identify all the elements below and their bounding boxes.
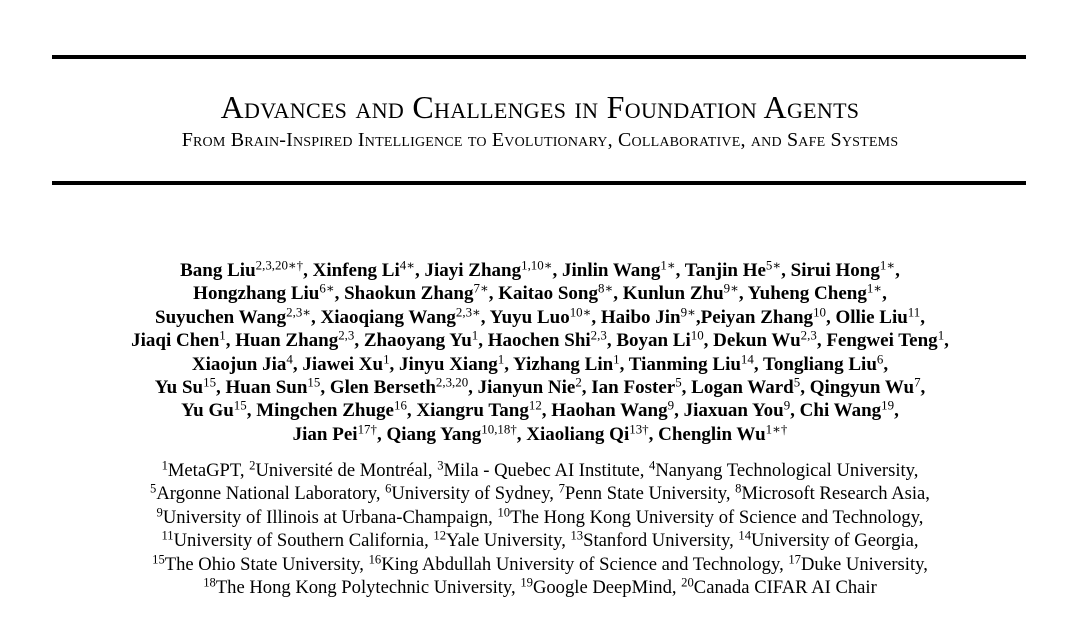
author-separator: , [816,330,827,352]
affiliation-separator: , [359,553,369,575]
author-name: Qiang Yang [386,423,482,445]
author-affil-marker: 1∗ [866,280,883,296]
affiliation-separator: , [639,460,650,481]
author-affil-marker: 6 [876,351,884,367]
author-name: Kunlun Zhu [622,283,724,305]
affiliation-separator: , [488,506,498,528]
author-affil-marker: 5 [675,374,682,390]
affiliation-name: Duke University [800,553,924,575]
author-separator: , [675,260,685,281]
author-affil-marker: 2,3 [338,327,355,343]
author-separator: , [480,306,490,328]
affiliation-separator: , [913,460,919,481]
author-separator: , [703,330,714,352]
author-name: Tanjin He [684,260,766,281]
author-affil-marker: 4∗ [399,257,415,273]
affiliation-separator: , [779,553,789,575]
author-separator: , [781,260,791,281]
author-name: Boyan Li [616,330,691,352]
affiliation-number: 20 [681,575,694,590]
author-separator: , [920,377,926,399]
author-affil-marker: 2,3 [590,327,607,343]
author-separator: , [311,306,321,328]
affiliation-number: 7 [558,482,565,497]
author-line [0,423,1080,446]
affiliation-number: 11 [161,528,174,543]
author-affil-marker: 14 [740,351,754,367]
author-affil-marker: 5 [793,374,801,390]
affiliation-line [0,482,1080,505]
affiliation-number: 19 [520,575,533,590]
author-name: Yuheng Cheng [747,283,867,305]
author-name: Peiyan Zhang [700,306,814,328]
author-name: Kaitao Song [498,283,599,305]
author-separator: , [334,283,345,305]
affiliation-separator: , [511,577,521,599]
affiliation-separator: , [918,506,924,528]
affiliation-separator: , [561,530,571,552]
author-line [0,259,1080,282]
affiliation-number: 16 [368,552,382,567]
affiliation-number: 1 [161,458,168,473]
affiliation-separator: , [671,577,682,599]
author-separator: , [320,377,330,399]
author-separator: , [292,353,303,375]
affiliation-name: Nanyang Technological University [655,460,914,481]
affiliation-number: 13 [570,528,584,543]
author-separator: , [354,330,364,352]
author-affil-marker: 2 [575,374,582,390]
top-rule [52,55,1026,59]
author-name: Qingyun Wu [809,377,915,399]
affiliation-separator: , [549,483,559,505]
author-separator: , [406,400,417,422]
author-affil-marker: 2,3,20 [435,374,469,390]
author-name: Logan Ward [691,377,794,399]
author-name: Sirui Hong [790,260,880,281]
author-separator: , [246,400,257,422]
author-separator: , [738,283,748,305]
author-name: Zhaoyang Yu [363,330,472,352]
author-separator: , [800,377,810,399]
author-name: Ollie Liu [835,306,908,328]
affiliation-name: Google DeepMind [532,577,672,599]
author-name: Haochen Shi [487,330,591,352]
author-separator: , [225,330,236,352]
author-affil-marker: 6∗ [319,280,335,296]
author-separator: , [695,306,701,328]
affiliation-name: Microsoft Research Asia [741,483,926,505]
author-name: Xiaojun Jia [191,353,287,375]
author-separator: , [613,283,623,305]
author-separator: , [753,353,763,375]
affiliation-separator: , [913,530,919,552]
author-name: Huan Sun [225,377,308,399]
author-separator: , [882,283,887,305]
affiliation-name: Canada CIFAR AI Chair [693,577,877,599]
affiliation-name: University of Sydney [391,483,550,505]
author-separator: , [790,400,800,422]
affiliation-name: The Ohio State University [164,553,360,575]
affiliation-number: 5 [150,482,157,497]
affiliation-separator: , [925,483,930,505]
affiliation-name: University of Georgia [751,530,914,552]
author-affil-marker: 1 [613,351,620,367]
affiliation-separator: , [729,530,739,552]
affiliation-name: Mila - Quebec AI Institute [443,460,640,481]
affiliation-name: University of Southern California [173,530,425,552]
author-name: Jiayi Zhang [424,260,522,281]
affiliation-line [0,529,1080,552]
author-affil-marker: 10,18† [481,421,517,437]
author-separator: , [674,400,684,422]
affiliation-number: 4 [649,458,656,473]
author-separator: , [606,330,617,352]
author-affil-marker: 1 [219,327,226,343]
author-name: Haohan Wang [551,400,668,422]
affiliation-name: University of Illinois at Urbana-Champaign [162,506,489,528]
affiliation-name: The Hong Kong University of Science and Technology [510,506,919,528]
author-affil-marker: 2,3∗ [455,304,481,320]
author-name: Tianming Liu [628,353,741,375]
author-affil-marker: 1 [937,327,945,343]
affiliation-separator: , [424,530,434,552]
affiliation-name: King Abdullah University of Science and Technology [381,553,780,575]
author-name: Bang Liu [180,260,256,281]
author-separator: , [591,306,601,328]
author-affil-marker: 16 [393,397,407,413]
author-line [0,306,1080,329]
author-name: Glen Berseth [329,377,436,399]
author-name: Dekun Wu [713,330,801,352]
author-name: Yuyu Luo [489,306,570,328]
author-name: Chenglin Wu [658,423,766,445]
affiliation-name: The Hong Kong Polytechnic University [215,577,512,599]
author-name: Jiawei Xu [302,353,384,375]
author-affil-marker: 9∗ [723,280,739,296]
author-name: Shaokun Zhang [344,283,474,305]
author-affil-marker: 4 [286,351,293,367]
author-name: Mingchen Zhuge [256,400,394,422]
author-name: Tongliang Liu [763,353,877,375]
author-affil-marker: 1∗† [765,421,788,437]
affiliation-number: 2 [249,458,256,473]
author-affil-marker: 1 [383,351,390,367]
affiliation-list [0,459,1080,599]
author-affil-marker: 13† [629,421,649,437]
author-affil-marker: 2,3∗ [286,304,312,320]
affiliation-name: MetaGPT [167,460,240,481]
author-name: Jiaxuan You [683,400,784,422]
author-name: Ian Foster [591,377,676,399]
author-name: Yizhang Lin [513,353,614,375]
author-affil-marker: 17† [357,421,377,437]
bottom-rule [52,181,1026,185]
affiliation-number: 10 [497,505,511,520]
author-separator: , [468,377,478,399]
affiliation-number: 12 [433,528,446,543]
author-separator: , [478,330,488,352]
author-affil-marker: 9 [783,397,791,413]
author-separator: , [303,260,313,281]
author-affil-marker: 10 [813,304,826,320]
author-separator: , [619,353,629,375]
affiliation-separator: , [239,460,250,481]
affiliation-number: 18 [203,575,216,590]
author-name: Suyuchen Wang [155,306,287,328]
author-affil-marker: 1,10∗ [521,257,553,273]
author-affil-marker: 9∗ [680,304,696,320]
affiliation-separator: , [725,483,736,505]
author-affil-marker: 1∗ [660,257,676,273]
author-separator: , [825,306,836,328]
author-line [0,329,1080,352]
author-separator: , [414,260,425,281]
author-line [0,399,1080,422]
author-affil-marker: 12 [528,397,542,413]
author-affil-marker: 11 [907,304,921,320]
author-separator: , [504,353,514,375]
author-separator: , [389,353,400,375]
author-affil-marker: 9 [667,397,675,413]
author-separator: , [648,423,659,445]
paper-subtitle: From Brain-Inspired Intelligence to Evolutionary, Collaborative, and Safe Systems [181,129,899,151]
author-separator: , [516,423,527,445]
author-separator: , [376,423,387,445]
author-name: Hongzhang Liu [193,283,320,305]
author-separator: , [216,377,226,399]
affiliation-number: 17 [788,552,801,567]
affiliation-number: 15 [152,552,165,567]
author-affil-marker: 19 [881,397,895,413]
author-affil-marker: 15 [307,374,321,390]
author-affil-marker: 1∗ [879,257,896,273]
affiliation-name: Penn State University [564,483,726,505]
affiliation-line [0,506,1080,529]
author-affil-marker: 2,3 [800,327,817,343]
author-separator: , [894,400,899,422]
author-affil-marker: 10 [690,327,704,343]
author-affil-marker: 10∗ [569,304,592,320]
author-affil-marker: 1 [497,351,505,367]
author-affil-marker: 15 [233,397,247,413]
author-name: Huan Zhang [235,330,339,352]
author-name: Jinlin Wang [561,260,661,281]
affiliation-number: 8 [735,482,742,497]
author-separator: , [488,283,499,305]
author-line [0,282,1080,305]
author-affil-marker: 7 [914,374,921,390]
author-name: Chi Wang [799,400,882,422]
author-name: Jianyun Nie [477,377,576,399]
affiliation-line [0,553,1080,576]
affiliation-number: 9 [156,505,163,520]
author-name: Fengwei Teng [826,330,938,352]
author-name: Xiangru Tang [416,400,529,422]
author-separator: , [681,377,692,399]
affiliation-number: 3 [437,458,444,473]
author-affil-marker: 8∗ [598,280,614,296]
author-separator: , [895,260,900,281]
author-separator: , [920,306,925,328]
author-affil-marker: 1 [471,327,479,343]
author-name: Xinfeng Li [312,260,400,281]
author-affil-marker: 2,3,20∗† [255,257,304,273]
author-affil-marker: 15 [203,374,217,390]
author-separator: , [541,400,552,422]
author-name: Xiaoliang Qi [526,423,630,445]
affiliation-line [0,459,1080,482]
affiliation-name: Stanford University [583,530,730,552]
affiliation-separator: , [427,460,438,481]
author-name: Jiaqi Chen [131,330,220,352]
author-name: Jian Pei [292,423,358,445]
author-name: Yu Su [154,377,204,399]
author-name: Xiaoqiang Wang [320,306,456,328]
affiliation-number: 6 [385,482,392,497]
author-separator: , [552,260,562,281]
author-affil-marker: 5∗ [765,257,782,273]
author-name: Haibo Jin [600,306,681,328]
affiliation-name: Université de Montréal [255,460,428,481]
affiliation-line [0,576,1080,599]
author-affil-marker: 7∗ [473,280,489,296]
paper-title: Advances and Challenges in Foundation Agents [220,89,860,125]
author-separator: , [883,353,889,375]
author-name: Yu Gu [181,400,234,422]
affiliation-separator: , [923,553,928,575]
author-list [0,259,1080,446]
author-line [0,376,1080,399]
affiliation-name: Argonne National Laboratory [156,483,376,505]
author-line [0,353,1080,376]
author-separator: , [581,377,592,399]
author-separator: , [944,330,949,352]
affiliation-separator: , [375,483,386,505]
author-name: Jinyu Xiang [399,353,498,375]
affiliation-name: Yale University [446,530,562,552]
affiliation-number: 14 [738,528,752,543]
